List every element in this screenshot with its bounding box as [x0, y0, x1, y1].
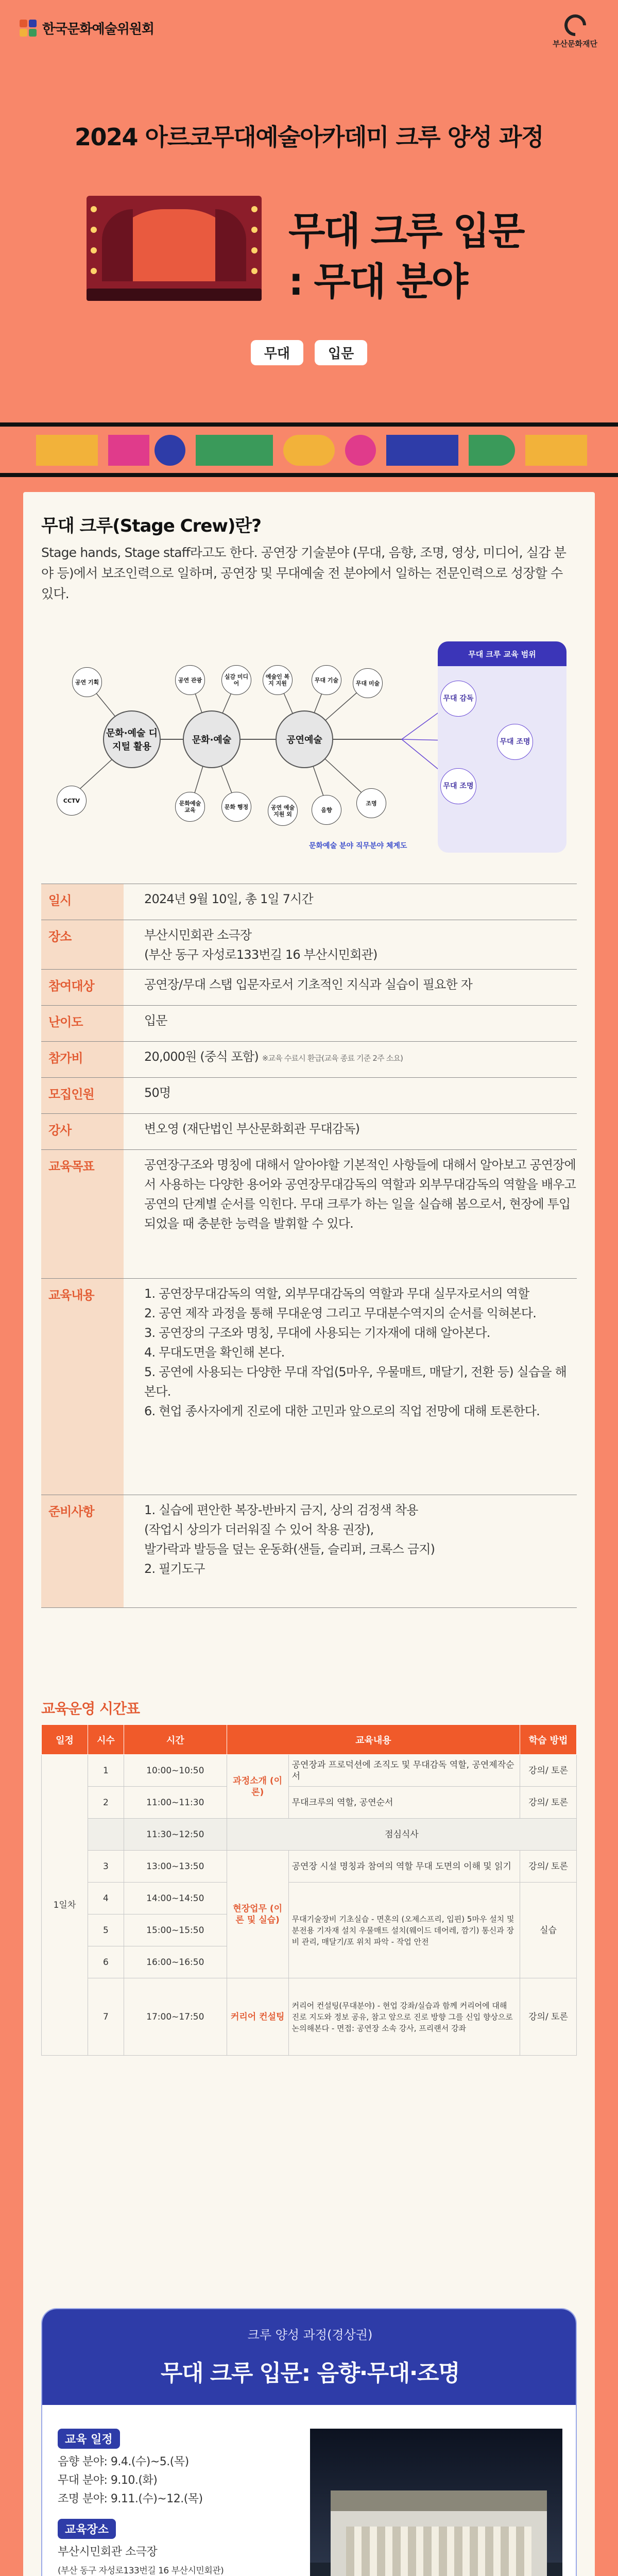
busan-program-box	[41, 2308, 577, 2576]
node-crew-director: 무대 감독	[440, 681, 476, 717]
schedule-item: 조명 분야: 9.11.(수)~12.(목)	[58, 2493, 203, 2505]
table-row: 2 11:00~11:30 무대크루의 역할, 공연순서 강의/ 토론	[42, 1787, 577, 1819]
fee-note: ※교육 수료시 환급(교육 종료 기준 2주 소요)	[262, 1054, 403, 1063]
org-left-name: 한국문화예술위원회	[42, 22, 154, 37]
info-label: 참여대상	[41, 970, 124, 1005]
prep-item: (작업시 상의가 더러워질 수 있어 착용 권장),	[144, 1522, 374, 1537]
venue-photo	[310, 2429, 562, 2576]
place-line: (부산 동구 자성로133번길 16 부산시민회관)	[58, 2566, 224, 2576]
table-row: 4 14:00~14:50 무대기술장비 기초실습 - 면혼의 (오제스프리, 입핀) 5마우 설치 및 분전용 기자재 설치 우물매트 설치(웨이드 데어레, 깜기) 통신과 장비 관리, 매달기/포 위치 파악 - 작업 안전 실습	[42, 1883, 577, 1914]
info-value	[144, 1500, 577, 1579]
headline-line1: 무대 크루 입문	[288, 209, 524, 253]
node-small: CCTV	[57, 786, 87, 816]
node-small: 공연 기획	[72, 667, 102, 697]
day-cell: 1일차	[42, 1755, 88, 2056]
info-row-goal	[41, 1149, 577, 1278]
group-career: 커리어 컨설팅	[227, 1978, 288, 2056]
schedule-label: 교육 일정	[58, 2429, 120, 2449]
content-item: 1. 공연장무대감독의 역할, 외부무대감독의 역할과 무대 실무자로서의 역할	[144, 1286, 529, 1301]
program-title: 2024 아르코무대예술아카데미 크루 양성 과정	[75, 123, 543, 151]
info-label: 모집인원	[41, 1078, 124, 1113]
th-method: 학습 방법	[520, 1725, 577, 1755]
prep-item: 2. 필기도구	[144, 1562, 205, 1576]
node-small: 공연 관광	[175, 665, 205, 695]
info-row-date	[41, 884, 577, 920]
tag-stage: 무대	[251, 340, 303, 365]
th-hours: 시수	[88, 1725, 124, 1755]
headline-line2: : 무대 분야	[288, 260, 467, 304]
info-label: 준비사항	[41, 1495, 124, 1607]
table-row: 5 15:00~15:50	[42, 1914, 577, 1946]
content-item: 3. 공연장의 구조와 명칭, 무대에 사용되는 기자재에 대해 알아본다.	[144, 1326, 490, 1340]
info-row-target	[41, 969, 577, 1005]
node-crew-lighting: 무대 조명	[497, 724, 533, 760]
prep-item: 1. 실습에 편안한 복장-반바지 금지, 상의 검정색 착용	[144, 1503, 418, 1517]
stage-illustration	[87, 196, 262, 294]
content-item: 4. 무대도면을 확인해 본다.	[144, 1345, 285, 1360]
prep-item: 발가락과 발등을 덮는 운동화(샌들, 슬리퍼, 크록스 금지)	[144, 1542, 435, 1556]
busan-details	[58, 2429, 300, 2576]
info-value: 50명	[144, 1086, 171, 1100]
info-row-capacity	[41, 1077, 577, 1113]
busan-title: 무대 크루 입문: 음향·무대·조명	[160, 2360, 460, 2386]
info-label: 참가비	[41, 1042, 124, 1077]
node-main-digital: 문화·예술 디지털 활용	[103, 710, 161, 768]
tag-list	[0, 340, 618, 365]
diagram-caption: 문화예술 분야 직무분야 체계도	[309, 842, 407, 850]
schedule-item: 무대 분야: 9.10.(화)	[58, 2474, 158, 2487]
arko-logo-icon	[20, 20, 37, 37]
headline	[288, 206, 556, 307]
intro-text: Stage hands, Stage staff라고도 한다. 공연장 기술분야 (무대, 음향, 조명, 영상, 미디어, 실감 분야 등)에서 보조인력으로 일하며, 공연장 및 무대예술 전 분야에서 일하는 전문인력으로 성장할 수 있다.	[41, 545, 566, 601]
node-crew-lighting-2: 무대 조명	[440, 768, 476, 804]
busan-foundation-logo	[553, 14, 597, 49]
content-item: 6. 현업 종사자에게 진로에 대한 고민과 앞으로의 직업 전망에 대해 토론한다.	[144, 1404, 540, 1418]
table-row: 6 16:00~16:50	[42, 1946, 577, 1978]
content-item: 2. 공연 제작 과정을 통해 무대운영 그리고 무대분수역지의 순서를 익혀본다.	[144, 1306, 537, 1320]
table-row: 3 13:00~13:50 현장업무 (이론 및 실습) 공연장 시설 명칭과 참여의 역할 무대 도면의 이해 및 읽기 강의/ 토론	[42, 1851, 577, 1883]
intro-title: 무대 크루(Stage Crew)란?	[41, 516, 261, 536]
table-row-lunch: 11:30~12:50 점심식사	[42, 1819, 577, 1851]
arko-logo	[20, 19, 154, 38]
info-value-sub: (부산 동구 자성로133번길 16 부산시민회관)	[144, 947, 377, 962]
timetable-title: 교육운영 시간표	[41, 1700, 140, 1717]
info-label: 장소	[41, 920, 124, 969]
info-row-instructor	[41, 1113, 577, 1149]
info-label: 교육목표	[41, 1150, 124, 1278]
th-time: 시간	[124, 1725, 227, 1755]
content-card	[23, 492, 595, 2576]
timetable	[41, 1724, 577, 2056]
place-label: 교육장소	[58, 2519, 116, 2539]
job-structure-diagram	[41, 631, 577, 863]
busan-subtitle: 크루 양성 과정(경상권)	[247, 2328, 373, 2342]
top-bar	[0, 0, 618, 77]
info-value: 부산시민회관 소극장 (부산 동구 자성로133번길 16 부산시민회관)	[144, 925, 577, 964]
timetable-header-row	[42, 1725, 577, 1755]
group-practice: 현장업무 (이론 및 실습)	[227, 1851, 288, 1978]
info-row-fee	[41, 1041, 577, 1077]
node-small: 조명	[356, 788, 386, 818]
info-value	[144, 1284, 577, 1421]
info-value: 2024년 9월 10일, 총 1일 7시간	[144, 892, 313, 906]
info-label: 강사	[41, 1114, 124, 1149]
info-label: 일시	[41, 884, 124, 920]
node-small: 실감 미디어	[221, 665, 251, 695]
info-row-prep	[41, 1495, 577, 1608]
content-item: 5. 공연에 사용되는 다양한 무대 작업(5마우, 우물매트, 매달기, 전환 등) 실습을 해본다.	[144, 1365, 567, 1399]
node-small: 공연 예술지원 외	[268, 796, 298, 826]
schedule-item: 음향 분야: 9.4.(수)~5.(목)	[58, 2455, 189, 2468]
node-small: 예술인 복지 지원	[263, 665, 293, 695]
node-main-culture: 문화·예술	[183, 710, 241, 768]
node-small: 문화예술 교육	[175, 792, 205, 822]
node-main-performing: 공연예술	[276, 710, 333, 768]
node-small: 음향	[312, 795, 341, 825]
node-small: 무대 기술	[312, 665, 341, 695]
busan-logo-icon	[560, 10, 590, 40]
info-value: 공연장/무대 스탭 입문자로서 기초적인 지식과 실습이 필요한 자	[144, 977, 473, 992]
info-value: 변오영 (재단법인 부산문화회관 무대감독)	[144, 1122, 360, 1136]
decorative-strip	[0, 412, 618, 489]
info-value: 20,000원 (중식 포함) ※교육 수료시 환급(교육 종료 기준 2주 소요)	[144, 1049, 403, 1064]
info-value: 공연장구조와 명칭에 대해서 알아야할 기본적인 사항들에 대해서 알아보고 공연장에서 사용하는 다양한 용어와 공연장무대감독의 역할과 외부무대감독의 역할을 배우고 공연의 단계별 순서를 익힌다. 무대 크루가 하는 일을 실습해 봄으로서, 현장에 투입되었을 때 충분한 능력을 발휘할 수 있다.	[144, 1158, 576, 1231]
info-row-level	[41, 1005, 577, 1041]
th-content: 교육내용	[227, 1725, 520, 1755]
place-line: 부산시민회관 소극장	[58, 2546, 158, 2558]
group-intro: 과정소개 (이론)	[227, 1755, 288, 1819]
tag-level: 입문	[315, 340, 367, 365]
info-label: 교육내용	[41, 1279, 124, 1495]
node-small: 문화 행정	[221, 792, 251, 822]
th-day: 일정	[42, 1725, 88, 1755]
node-small: 무대 미술	[353, 668, 383, 698]
org-right-name: 부산문화재단	[553, 39, 597, 48]
info-value: 입문	[144, 1013, 167, 1028]
table-row: 1일차 1 10:00~10:50 과정소개 (이론) 공연장과 프로덕션에 조직도 및 무대감독 역할, 공연제작순서 강의/ 토론	[42, 1755, 577, 1787]
info-row-content	[41, 1278, 577, 1495]
crew-scope-title: 무대 크루 교육 범위	[438, 641, 566, 666]
table-row: 7 17:00~17:50 커리어 컨설팅 커리어 컨설팅(무대분야) - 현업 강좌/실습과 함께 커리어에 대해 진로 지도와 정보 공유, 참고 앞으로 진로 방향 그를 신입 향상으로 논의해본다 - 면접: 공연장 소속 강사, 프리랜서 강좌 강의/ 토론	[42, 1978, 577, 2056]
busan-header	[42, 2309, 577, 2405]
info-label: 난이도	[41, 1006, 124, 1041]
info-row-place	[41, 920, 577, 969]
